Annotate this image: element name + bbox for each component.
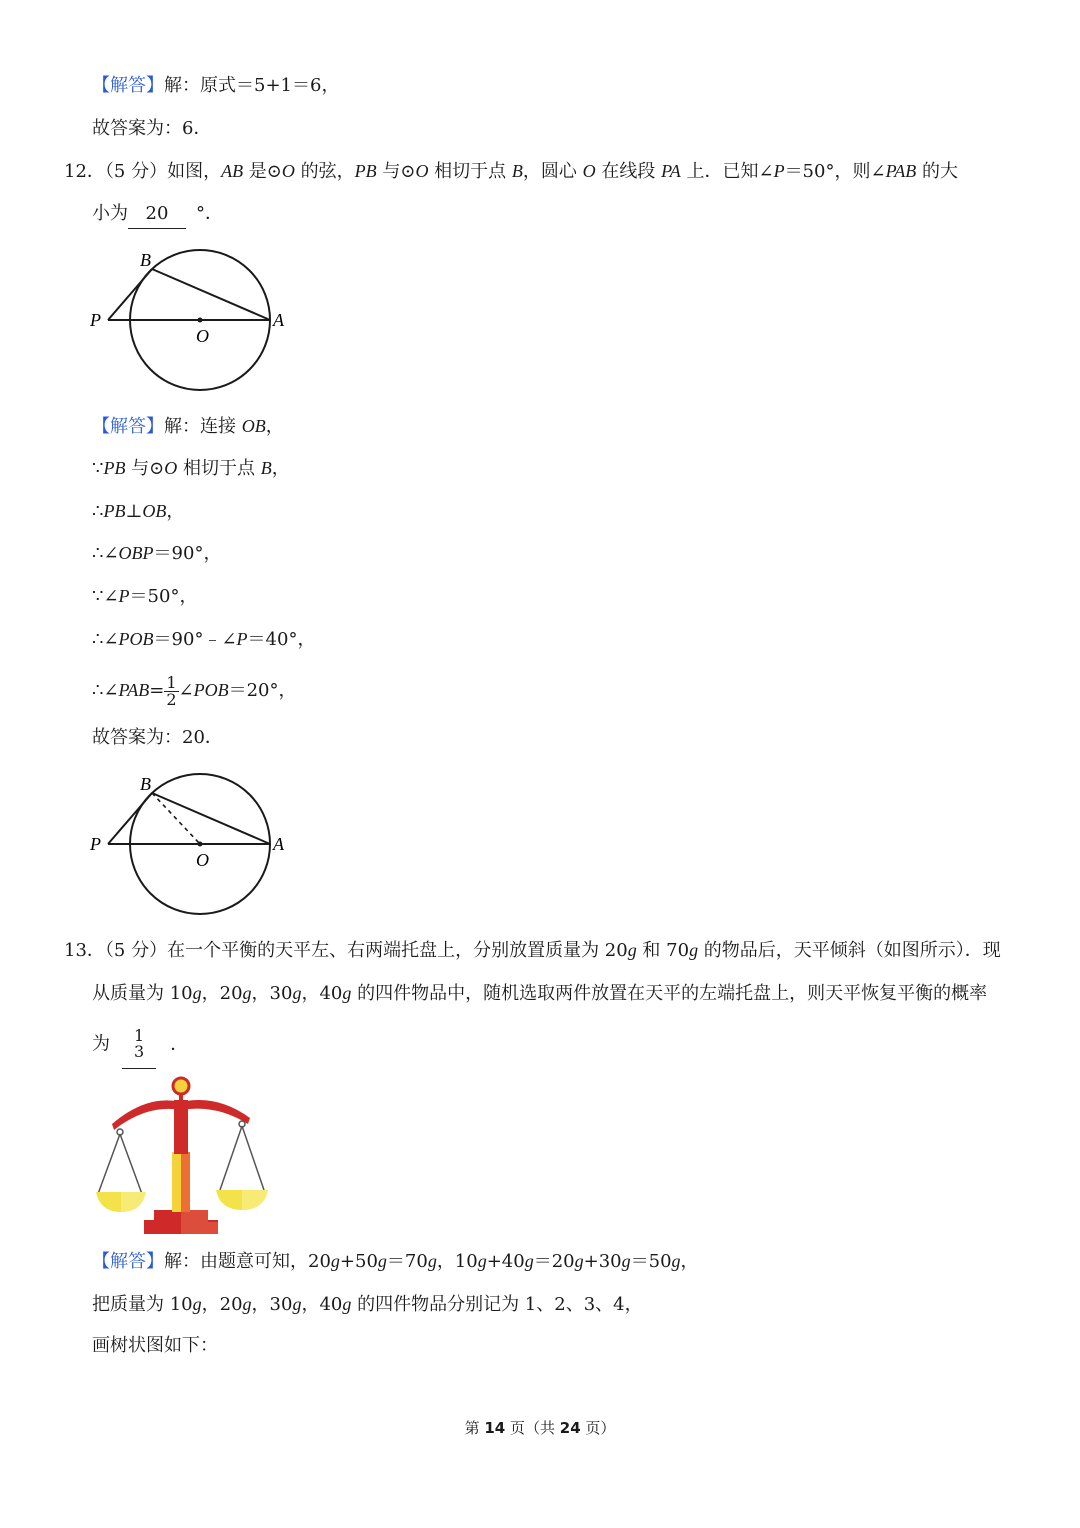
right-rope-1 (220, 1126, 242, 1190)
solution-13-line-1: 【解答】解：由题意可知，20g+50g＝70g，10g+40g＝20g+30g＝50g， (92, 1251, 699, 1272)
label-a: A (273, 834, 284, 854)
question-12-line-2: 小为 20 °． (92, 200, 223, 228)
solution-13-line-3: 画树状图如下： (92, 1335, 218, 1356)
answer-blank: 20 (128, 200, 186, 229)
label-o: O (196, 850, 209, 870)
center-point (198, 318, 203, 323)
label-a: A (273, 310, 284, 330)
solution-12-line-8: 故答案为：20． (92, 727, 223, 748)
chord-ab (152, 793, 270, 844)
answer-tag: 【解答】 (92, 1251, 164, 1272)
total-pages: 24 (559, 1419, 581, 1437)
solution-11-line-1: 【解答】解：原式＝5+1＝6， (92, 75, 340, 96)
solution-12-line-1: 【解答】解：连接 OB， (92, 416, 284, 437)
left-rope-1 (98, 1134, 120, 1194)
label-b: B (140, 774, 151, 794)
solution-13-line-2: 把质量为 10g，20g，30g，40g 的四件物品分别记为 1、2、3、4， (92, 1294, 643, 1315)
answer-tag: 【解答】 (92, 75, 164, 96)
right-rope-2 (242, 1126, 264, 1190)
left-rope-2 (120, 1134, 142, 1194)
base-shade (181, 1210, 218, 1234)
dashed-ob (152, 793, 200, 844)
solution-12-line-2: ∵PB 与⊙O 相切于点 B， (92, 458, 290, 479)
label-b: B (140, 250, 151, 270)
circle-tangent-solution-figure (86, 768, 296, 918)
current-page: 14 (484, 1419, 506, 1437)
question-13-line-1: 13．（5 分）在一个平衡的天平左、右两端托盘上，分别放置质量为 20g 和 70g 的物品后，天平倾斜（如图所示）．现 (64, 940, 1001, 961)
answer-blank (122, 1020, 156, 1069)
solution-12-line-7: ∴∠PAB= $\frac{1}{2}$ ∠POB＝20°， (92, 672, 297, 709)
scale-knob (173, 1078, 189, 1094)
solution-11-line-2: 故答案为：6． (92, 118, 212, 139)
solution-12-line-4: ∴∠OBP＝90°， (92, 543, 222, 564)
fraction-one-third: 1 3 (134, 1026, 145, 1061)
column-shade (181, 1152, 190, 1212)
page-footer: 第 14 页（共 24 页） (464, 1419, 616, 1437)
solution-12-line-3: ∴PB⊥OB， (92, 501, 185, 522)
label-p: P (90, 310, 101, 330)
fraction-one-half: $\frac{1}{2}$ (166, 672, 177, 709)
question-13-line-2: 从质量为 10g，20g，30g，40g 的四件物品中，随机选取两件放置在天平的左端托盘上，则天平恢复平衡的概率 (92, 983, 988, 1004)
label-p: P (90, 834, 101, 854)
solution-12-line-5: ∵∠P＝50°， (92, 586, 198, 607)
solution-12-line-6: ∴∠POB＝90°﹣∠P＝40°， (92, 629, 316, 650)
balance-scale-illustration (92, 1072, 272, 1238)
question-12-line-1: 12．（5 分）如图，AB 是⊙O 的弦，PB 与⊙O 相切于点 B，圆心 O 在线段 PA 上．已知∠P＝50°，则∠PAB 的大 (64, 161, 958, 182)
circle-tangent-figure (86, 244, 296, 394)
question-13-line-3: 为 1 3 ． (92, 1020, 188, 1068)
answer-tag: 【解答】 (92, 416, 164, 437)
center-point (198, 842, 203, 847)
label-o: O (196, 326, 209, 346)
chord-ab (152, 269, 270, 320)
